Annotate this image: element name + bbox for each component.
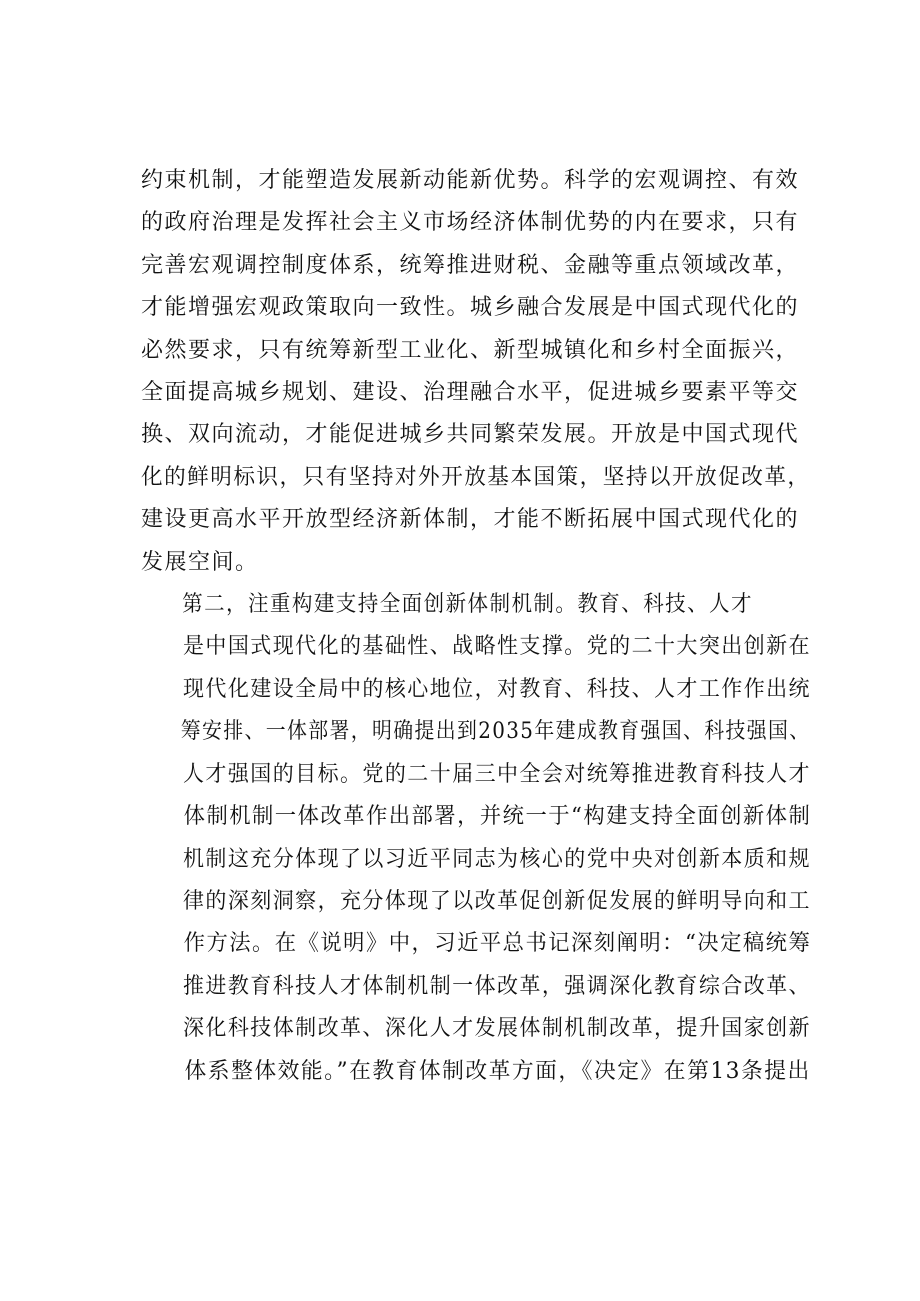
text-line: 换、双向流动，才能促进城乡共同繁荣发展。开放是中国式现代	[141, 422, 800, 448]
text-line: 完善宏观调控制度体系，统筹推进财税、金融等重点领域改革，	[141, 252, 800, 278]
text-line: 深化科技体制改革、深化人才发展体制机制改革，提升国家创新	[182, 1016, 812, 1042]
text-line: 筹安排、一体部署，明确提出到2035年建成教育强国、科技强国、	[180, 719, 811, 745]
paragraph-2	[141, 584, 811, 1093]
text-line: 体制机制一体改革作出部署，并统一于“构建支持全面创新体制	[183, 804, 812, 830]
text-line: 建设更高水平开放型经济新体制，才能不断拓展中国式现代化的	[141, 507, 800, 533]
text-line: 才能增强宏观政策取向一致性。城乡融合发展是中国式现代化的	[141, 295, 800, 321]
text-line: 推进教育科技人才体制机制一体改革，强调深化教育综合改革、	[182, 973, 812, 999]
text-line: 机制这充分体现了以习近平同志为核心的党中央对创新本质和规	[182, 846, 812, 872]
text-line: 作方法。在《说明》中，习近平总书记深刻阐明：“决定稿统筹	[183, 931, 812, 957]
text-line: 全面提高城乡规划、建设、治理融合水平，促进城乡要素平等交	[141, 380, 800, 406]
document-body	[141, 160, 811, 1093]
text-line: 律的深刻洞察，充分体现了以改革促创新促发展的鲜明导向和工	[182, 888, 812, 914]
text-line: 体系整体效能。”在教育体制改革方面，《决定》在第13条提出	[184, 1058, 811, 1084]
text-line: 化的鲜明标识，只有坚持对外开放基本国策，坚持以开放促改革，	[141, 464, 811, 490]
text-line: 第二，注重构建支持全面创新体制机制。教育、科技、人才	[182, 592, 753, 618]
text-line: 发展空间。	[141, 549, 259, 575]
text-line: 约束机制，才能塑造发展新动能新优势。科学的宏观调控、有效	[141, 168, 800, 193]
text-line: 现代化建设全局中的核心地位，对教育、科技、人才工作作出统	[182, 676, 812, 702]
text-line: 的政府治理是发挥社会主义市场经济体制优势的内在要求，只有	[141, 210, 800, 236]
paragraph-1	[141, 160, 811, 584]
text-line: 人才强国的目标。党的二十届三中全会对统筹推进教育科技人才	[182, 761, 812, 787]
text-line: 是中国式现代化的基础性、战略性支撑。党的二十大突出创新在	[182, 634, 812, 660]
text-line: 必然要求，只有统筹新型工业化、新型城镇化和乡村全面振兴，	[141, 337, 800, 363]
